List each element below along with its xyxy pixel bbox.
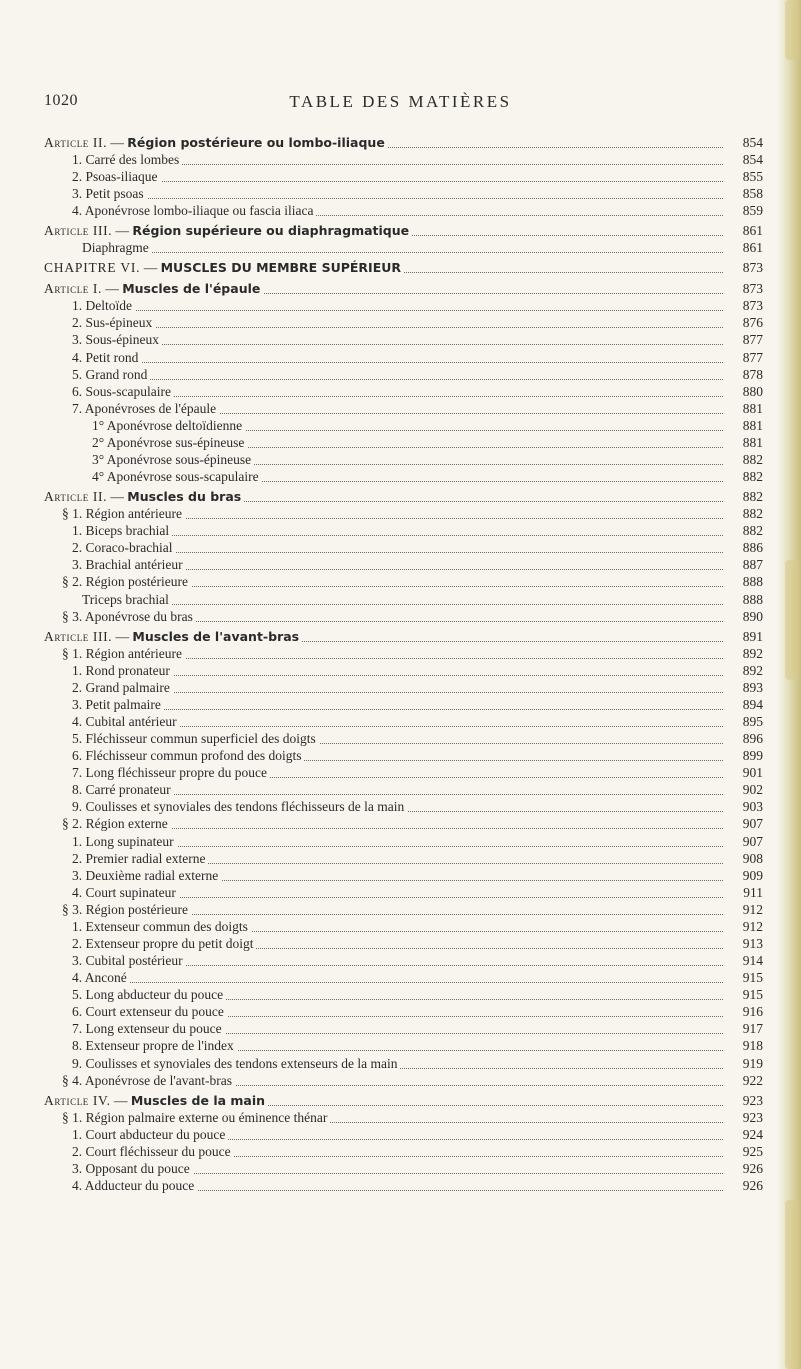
entry-title: Long supinateur <box>85 833 174 849</box>
entry-title: Aponévrose du bras <box>84 608 193 624</box>
entry-number: 2. <box>72 935 83 951</box>
article-number: Article III. <box>44 628 113 644</box>
entry-title: Psoas-iliaque <box>85 169 158 185</box>
entry-page-number: 901 <box>724 763 763 782</box>
entry-number: § 4. <box>62 1072 83 1088</box>
article-number: Article II. <box>44 489 108 505</box>
entry-number: 7. <box>72 1021 83 1037</box>
entry-page-number: 899 <box>724 746 763 765</box>
entry-title: Fléchisseur commun profond des doigts <box>85 748 302 764</box>
entry-title: Biceps brachial <box>85 523 170 539</box>
entry-number: 2. <box>72 315 83 331</box>
entry-page-number: 912 <box>724 917 763 936</box>
entry-title: Grand rond <box>85 366 148 382</box>
entry-number: 4. <box>72 970 83 986</box>
entry-page-number: 915 <box>724 985 763 1004</box>
entry-label <box>62 607 196 626</box>
entry-title: Adducteur du pouce <box>84 1178 195 1193</box>
entry-title: Carré des lombes <box>85 152 180 168</box>
entry-page-number: 925 <box>724 1142 763 1161</box>
entry-page-number: 918 <box>724 1036 763 1055</box>
em-dash: — <box>110 1092 131 1108</box>
entry-page-number: 858 <box>724 184 763 203</box>
entry-page-number: 882 <box>724 467 763 486</box>
entry-title: Deltoïde <box>85 298 132 314</box>
page-edge-stain-spot <box>785 560 799 680</box>
entry-title: Petit rond <box>85 349 139 365</box>
entry-page-number: 893 <box>724 678 763 697</box>
em-dash: — <box>107 135 128 150</box>
em-dash: — <box>107 489 128 505</box>
entry-label <box>72 1176 197 1195</box>
entry-page-number: 911 <box>724 883 763 902</box>
entry-number: 1. <box>72 918 83 934</box>
entry-page-number: 926 <box>724 1159 763 1178</box>
entry-title: Aponévroses de l'épaule <box>84 400 217 416</box>
article-number: Article III. <box>44 223 113 239</box>
entry-number: § 1. <box>62 1109 83 1125</box>
entry-page-number: 926 <box>724 1176 763 1195</box>
entry-title: Sous-épineux <box>85 332 159 348</box>
entry-title: Rond pronateur <box>85 662 170 678</box>
article-title: Muscles du bras <box>127 489 242 505</box>
entry-page-number: 878 <box>724 365 763 384</box>
entry-title: Région postérieure <box>85 574 188 590</box>
entry-title: Coulisses et synoviales des tendons extenseurs de la main <box>85 1055 398 1071</box>
entry-page-number: 881 <box>724 416 763 435</box>
entry-label <box>92 467 262 486</box>
running-title: TABLE DES MATIÈRES <box>289 92 512 111</box>
entry-title: Aponévrose lombo-iliaque ou fascia iliaca <box>84 203 314 219</box>
entry-number: 2. <box>72 1143 83 1159</box>
entry-title: Petit psoas <box>85 186 144 202</box>
entry-page-number: 908 <box>724 849 763 868</box>
entry-page-number: 876 <box>724 313 763 332</box>
entry-number: 8. <box>72 1038 83 1054</box>
entry-number: 7. <box>72 400 83 416</box>
entry-number: § 1. <box>62 645 83 661</box>
page-edge-stain-spot <box>785 0 799 60</box>
entry-title: Région antérieure <box>85 645 182 661</box>
entry-number: 5. <box>72 366 83 382</box>
entry-title: Court extenseur du pouce <box>85 1004 224 1020</box>
em-dash: — <box>112 223 133 239</box>
entry-title: Deuxième radial externe <box>85 867 219 883</box>
entry-page-number: 888 <box>724 572 763 591</box>
entry-number: 3. <box>72 953 83 969</box>
entry-page-number: 917 <box>724 1019 763 1038</box>
toc-entry-item <box>0 1176 801 1195</box>
article-title: Muscles de la main <box>130 1092 266 1108</box>
entry-title: Sous-scapulaire <box>85 383 171 399</box>
entry-title: Long fléchisseur propre du pouce <box>85 765 267 781</box>
article-number: Article IV. <box>44 1092 111 1108</box>
entry-page-number: 855 <box>724 167 763 186</box>
entry-page-number: 881 <box>724 399 763 418</box>
entry-title: Petit palmaire <box>85 696 161 712</box>
entry-page-number: 896 <box>724 729 763 748</box>
entry-page-number: 894 <box>724 695 763 714</box>
entry-page-number: 880 <box>724 382 763 401</box>
entry-page-number: 887 <box>724 555 763 574</box>
entry-number: 3. <box>72 186 83 202</box>
entry-title: Extenseur commun des doigts <box>85 918 248 934</box>
entry-title: Région externe <box>85 816 168 832</box>
entry-number: 4° <box>92 469 105 485</box>
entry-page-number: 888 <box>724 590 763 609</box>
entry-page-number: 902 <box>724 780 763 799</box>
entry-number: 1. <box>72 523 83 539</box>
entry-page-number: 909 <box>724 866 763 885</box>
entry-number: 9. <box>72 799 83 815</box>
entry-page-number: 891 <box>724 627 763 646</box>
entry-number: 6. <box>72 748 83 764</box>
entry-page-number: 913 <box>724 934 763 953</box>
entry-number: 4. <box>72 203 83 219</box>
entry-number: 5. <box>72 987 83 1003</box>
entry-title: Diaphragme <box>82 240 149 256</box>
em-dash: — <box>140 260 161 276</box>
entry-number: 1° <box>92 417 105 433</box>
chapter-number: CHAPITRE VI. <box>44 260 141 276</box>
entry-title: Sus-épineux <box>85 315 153 331</box>
entry-page-number: 923 <box>724 1091 763 1110</box>
entry-number: 5. <box>72 731 83 747</box>
entry-number: 2. <box>72 679 83 695</box>
entry-page-number: 919 <box>724 1054 763 1073</box>
entry-number: § 2. <box>62 574 83 590</box>
entry-page-number: 890 <box>724 607 763 626</box>
entry-title: Région antérieure <box>85 506 182 522</box>
entry-page-number: 877 <box>724 330 763 349</box>
entry-title: Court abducteur du pouce <box>85 1126 226 1142</box>
entry-page-number: 861 <box>724 238 763 257</box>
entry-page-number: 903 <box>724 797 763 816</box>
chapter-title: MUSCLES DU MEMBRE SUPÉRIEUR <box>160 260 402 276</box>
entry-page-number: 907 <box>724 814 763 833</box>
page-edge-stain <box>777 0 801 1369</box>
entry-number: 3. <box>72 1160 83 1176</box>
entry-number: 4. <box>72 1178 83 1193</box>
entry-page-number: 924 <box>724 1125 763 1144</box>
entry-number: 1. <box>72 1126 83 1142</box>
page-edge-stain-spot <box>785 1200 799 1369</box>
entry-page-number: 881 <box>724 433 763 452</box>
entry-page-number: 892 <box>724 644 763 663</box>
entry-page-number: 892 <box>724 661 763 680</box>
entry-number: 8. <box>72 782 83 798</box>
article-title: Région postérieure ou lombo-iliaque <box>127 135 385 150</box>
entry-title: Aponévrose sous-épineuse <box>106 451 252 467</box>
entry-title: Extenseur propre de l'index <box>85 1038 234 1054</box>
entry-number: 3. <box>72 332 83 348</box>
article-title: Muscles de l'épaule <box>122 281 261 297</box>
entry-title: Aponévrose de l'avant-bras <box>84 1072 233 1088</box>
entry-number: 2. <box>72 850 83 866</box>
entry-title: Long extenseur du pouce <box>85 1021 222 1037</box>
entry-page-number: 861 <box>724 221 763 240</box>
entry-number: 1. <box>72 833 83 849</box>
entry-number: 1. <box>72 298 83 314</box>
entry-number: 1. <box>72 662 83 678</box>
entry-page-number: 859 <box>724 201 763 220</box>
article-title: Muscles de l'avant-bras <box>132 628 300 644</box>
entry-number: 2° <box>92 434 105 450</box>
entry-number: 3. <box>72 867 83 883</box>
entry-label <box>62 1071 235 1090</box>
entry-number: 2. <box>72 169 83 185</box>
entry-page-number: 882 <box>724 521 763 540</box>
entry-title: Court fléchisseur du pouce <box>85 1143 231 1159</box>
entry-page-number: 873 <box>724 296 763 315</box>
entry-title: Aponévrose sus-épineuse <box>106 434 245 450</box>
em-dash: — <box>112 628 133 644</box>
entry-title: Court supinateur <box>85 884 176 900</box>
entry-title: Opposant du pouce <box>85 1160 190 1176</box>
entry-title: Aponévrose sous-scapulaire <box>106 469 259 485</box>
entry-number: § 3. <box>62 901 83 917</box>
entry-title: Région postérieure <box>85 901 188 917</box>
entry-page-number: 912 <box>724 900 763 919</box>
entry-title: Fléchisseur commun superficiel des doigts <box>85 731 316 747</box>
page-number: 1020 <box>44 92 78 109</box>
entry-number: § 2. <box>62 816 83 832</box>
entry-page-number: 854 <box>724 150 763 169</box>
entry-page-number: 882 <box>724 450 763 469</box>
entry-number: § 1. <box>62 506 83 522</box>
entry-label <box>82 238 152 257</box>
entry-number: 3. <box>72 557 83 573</box>
entry-page-number: 915 <box>724 968 763 987</box>
entry-title: Brachial antérieur <box>85 557 183 573</box>
entry-page-number: 877 <box>724 348 763 367</box>
entry-number: 4. <box>72 349 83 365</box>
entry-page-number: 907 <box>724 832 763 851</box>
entry-page-number: 854 <box>724 133 763 152</box>
entry-page-number: 916 <box>724 1002 763 1021</box>
entry-number: 9. <box>72 1055 83 1071</box>
entry-number: 7. <box>72 765 83 781</box>
entry-page-number: 873 <box>724 279 763 298</box>
entry-page-number: 914 <box>724 951 763 970</box>
entry-page-number: 923 <box>724 1108 763 1127</box>
article-number: Article II. <box>44 135 108 150</box>
entry-number: § 3. <box>62 608 83 624</box>
entry-number: 3. <box>72 696 83 712</box>
entry-title: Coulisses et synoviales des tendons fléchisseurs de la main <box>85 799 405 815</box>
entry-title: Anconé <box>84 970 127 986</box>
entry-number: 4. <box>72 713 83 729</box>
entry-number: 6. <box>72 1004 83 1020</box>
article-number: Article I. <box>44 281 102 297</box>
entry-title: Long abducteur du pouce <box>85 987 224 1003</box>
entry-label <box>44 258 404 277</box>
entry-page-number: 882 <box>724 504 763 523</box>
entry-label <box>72 201 316 220</box>
entry-title: Cubital postérieur <box>85 953 183 969</box>
entry-number: 3° <box>92 451 105 467</box>
entry-page-number: 873 <box>724 258 763 277</box>
em-dash: — <box>101 281 123 297</box>
entry-number: 4. <box>72 884 83 900</box>
entry-page-number: 882 <box>724 487 763 506</box>
entry-page-number: 895 <box>724 712 763 731</box>
entry-number: 2. <box>72 540 83 556</box>
entry-page-number: 886 <box>724 538 763 557</box>
entry-title: Premier radial externe <box>85 850 206 866</box>
article-title: Région supérieure ou diaphragmatique <box>132 223 410 239</box>
entry-number: 6. <box>72 383 83 399</box>
entry-title: Coraco-brachial <box>85 540 173 556</box>
entry-title: Triceps brachial <box>82 591 169 607</box>
entry-title: Aponévrose deltoïdienne <box>106 417 243 433</box>
entry-title: Carré pronateur <box>85 782 171 798</box>
entry-title: Grand palmaire <box>85 679 170 695</box>
entry-number: 1. <box>72 152 83 168</box>
entry-title: Région palmaire externe ou éminence thénar <box>85 1109 328 1125</box>
entry-title: Cubital antérieur <box>85 713 177 729</box>
entry-page-number: 922 <box>724 1071 763 1090</box>
entry-title: Extenseur propre du petit doigt <box>85 935 254 951</box>
page-header <box>0 92 801 114</box>
